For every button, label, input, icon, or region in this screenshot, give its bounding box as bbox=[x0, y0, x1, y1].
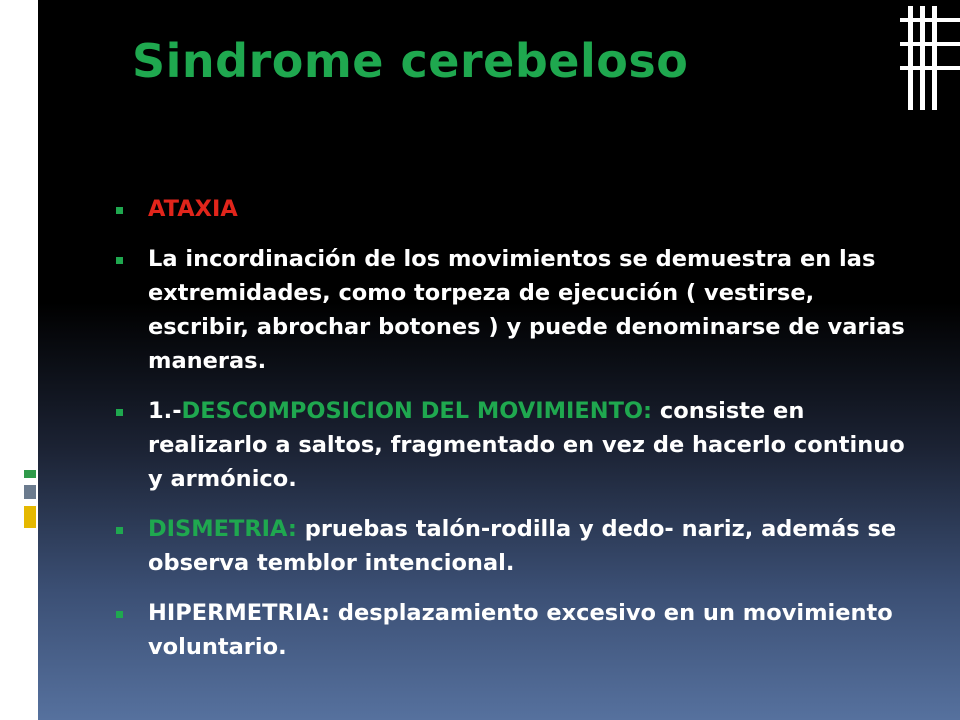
square-bullet-icon bbox=[116, 257, 123, 264]
bullet-list bbox=[112, 192, 908, 680]
accent-block-gray bbox=[24, 485, 36, 499]
corner-decoration bbox=[900, 0, 960, 110]
bullet-item-decomposition bbox=[112, 394, 908, 496]
bullet-heading: ATAXIA bbox=[148, 196, 238, 222]
bullet-text: La incordinación de los movimientos se demuestra en las extremidades, como torpeza de ejecución ( vestirse, escribir, abrochar botones ) y puede denominarse de varias maneras. bbox=[148, 246, 905, 374]
bullet-term: DESCOMPOSICION DEL MOVIMIENTO: bbox=[181, 398, 653, 424]
bullet-item-incoordination bbox=[112, 242, 908, 378]
accent-block-yellow bbox=[24, 506, 36, 528]
square-bullet-icon bbox=[116, 611, 123, 618]
accent-block-green bbox=[24, 470, 36, 478]
square-bullet-icon bbox=[116, 409, 123, 416]
slide-title: Sindrome cerebeloso bbox=[132, 34, 689, 88]
bullet-text: HIPERMETRIA: desplazamiento excesivo en un movimiento voluntario. bbox=[148, 600, 893, 660]
square-bullet-icon bbox=[116, 207, 123, 214]
bullet-term: DISMETRIA: bbox=[148, 516, 297, 542]
left-decorative-rail bbox=[0, 0, 38, 720]
bullet-item-dysmetria bbox=[112, 512, 908, 580]
bullet-text: pruebas talón-rodilla y dedo- nariz, además se observa temblor intencional. bbox=[148, 516, 897, 576]
bullet-text: consiste en realizarlo a saltos, fragmentado en vez de hacerlo continuo y armónico. bbox=[148, 398, 905, 492]
bullet-item-ataxia bbox=[112, 192, 908, 226]
square-bullet-icon bbox=[116, 527, 123, 534]
corner-line bbox=[900, 66, 960, 70]
corner-line bbox=[900, 18, 960, 22]
corner-line bbox=[900, 42, 960, 46]
bullet-prefix: 1.- bbox=[148, 398, 182, 424]
bullet-item-hypermetria bbox=[112, 596, 908, 664]
